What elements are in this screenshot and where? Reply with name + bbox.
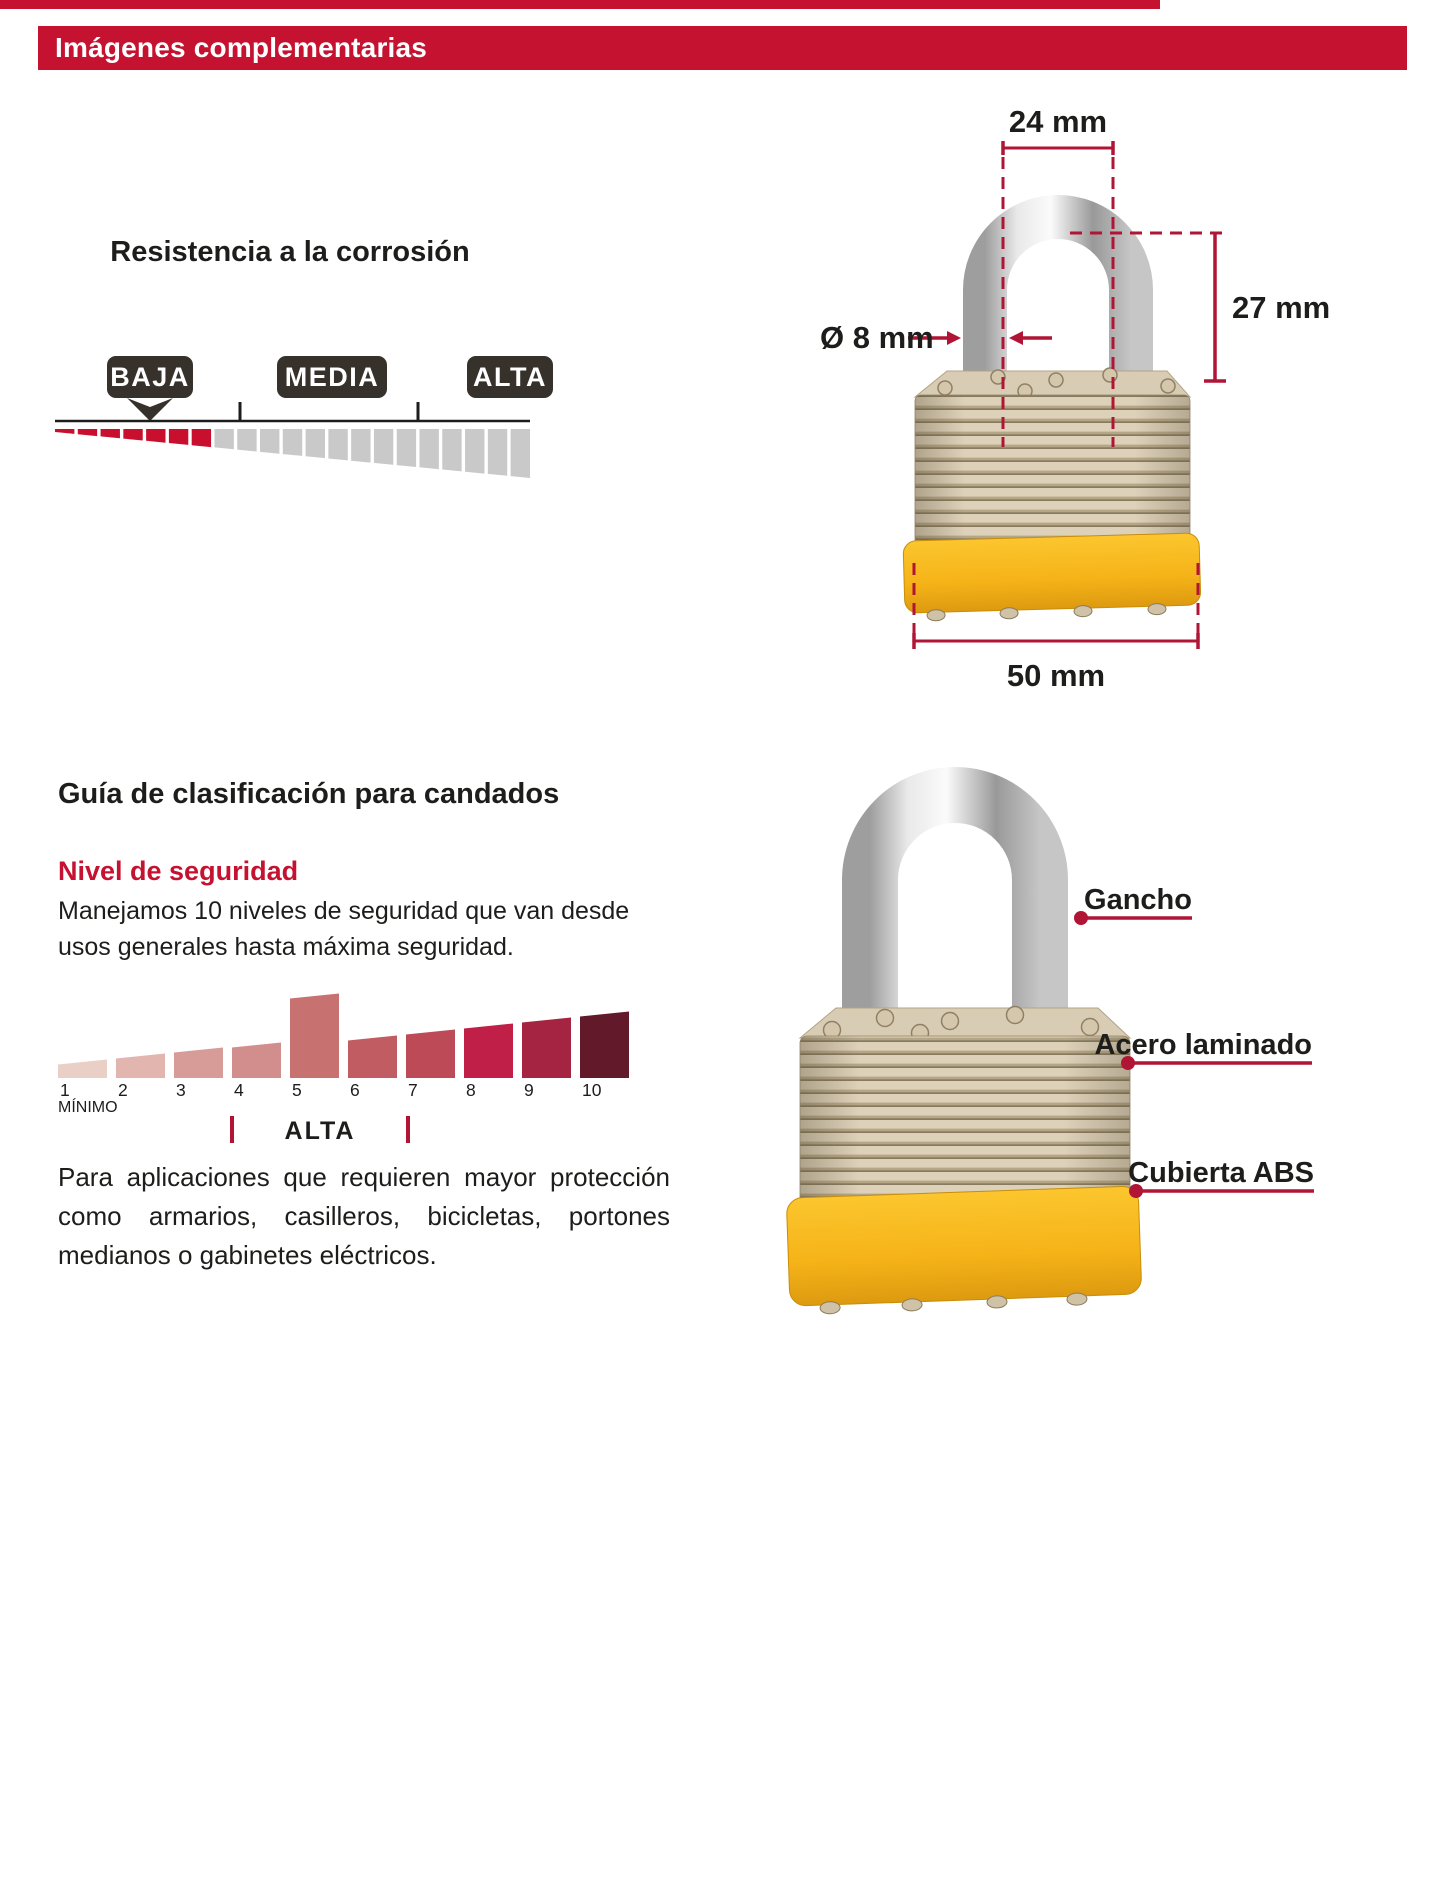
security-level-number: 7 bbox=[408, 1080, 418, 1100]
padlock-body-shading bbox=[915, 395, 1190, 557]
corrosion-segment bbox=[511, 429, 530, 478]
security-bar bbox=[464, 1024, 513, 1079]
security-bar bbox=[348, 1036, 397, 1079]
corrosion-level-alta-badge: ALTA bbox=[467, 356, 553, 398]
corrosion-segment bbox=[397, 429, 416, 467]
security-bar bbox=[232, 1043, 281, 1079]
corrosion-segment bbox=[442, 429, 461, 471]
corrosion-segment bbox=[101, 429, 120, 438]
arrow-left-icon bbox=[1009, 331, 1023, 345]
padlock-abs-bumper bbox=[903, 533, 1201, 622]
padlock-parts-diagram bbox=[620, 730, 1340, 1342]
corrosion-segment bbox=[374, 429, 393, 465]
dimension-label-diameter: Ø 8 mm bbox=[820, 320, 934, 355]
dimension-label-height: 27 mm bbox=[1232, 290, 1331, 325]
dimension-label-base: 50 mm bbox=[1006, 658, 1106, 693]
application-paragraph: Para aplicaciones que requieren mayor protección como armarios, casilleros, bicicletas, portones medianos o gabinetes eléctricos. bbox=[58, 1162, 670, 1270]
security-bar bbox=[58, 1060, 107, 1079]
security-bar bbox=[174, 1048, 223, 1079]
corrosion-segment bbox=[283, 429, 302, 456]
corrosion-segment bbox=[237, 429, 256, 452]
security-level-number: 5 bbox=[292, 1080, 302, 1100]
corrosion-wedge-segments bbox=[55, 429, 530, 478]
alta-range-label: ALTA bbox=[284, 1117, 356, 1145]
security-level-chart bbox=[0, 955, 700, 1125]
corrosion-segment bbox=[214, 429, 233, 449]
arrow-right-icon bbox=[947, 331, 961, 345]
security-bar bbox=[522, 1018, 571, 1079]
security-level-number: 4 bbox=[234, 1080, 244, 1100]
minimum-label: MÍNIMO bbox=[58, 1099, 118, 1116]
security-level-number: 6 bbox=[350, 1080, 360, 1100]
security-level-number: 2 bbox=[118, 1080, 128, 1100]
corrosion-segment bbox=[169, 429, 188, 445]
classification-heading: Guía de clasificación para candados bbox=[58, 778, 560, 810]
callout-label-acero-laminado: Acero laminado bbox=[1094, 1029, 1312, 1061]
security-bar bbox=[406, 1030, 455, 1079]
corrosion-segment bbox=[260, 429, 279, 454]
security-level-number: 8 bbox=[466, 1080, 476, 1100]
corrosion-segment bbox=[123, 429, 142, 441]
corrosion-level-baja-badge: BAJA bbox=[107, 356, 193, 398]
padlock-dimension-diagram bbox=[740, 85, 1360, 705]
corrosion-segment bbox=[419, 429, 438, 469]
corrosion-segment bbox=[146, 429, 165, 443]
page-top-rule bbox=[0, 0, 1160, 9]
corrosion-scale-chart bbox=[0, 393, 620, 493]
corrosion-segment bbox=[192, 429, 211, 447]
security-bar bbox=[290, 994, 339, 1079]
corrosion-segment bbox=[351, 429, 370, 463]
corrosion-segment bbox=[488, 429, 507, 476]
padlock-abs-bumper bbox=[786, 1186, 1142, 1315]
security-level-number: 3 bbox=[176, 1080, 186, 1100]
security-level-description: Manejamos 10 niveles de seguridad que van desde usos generales hasta máxima seguridad. bbox=[58, 897, 630, 961]
corrosion-segment bbox=[55, 429, 74, 434]
callout-label-cubierta-abs: Cubierta ABS bbox=[1128, 1157, 1314, 1189]
dimension-label-width: 24 mm bbox=[1008, 104, 1108, 139]
security-level-number: 10 bbox=[582, 1080, 602, 1100]
security-level-number: 1 bbox=[60, 1080, 70, 1100]
corrosion-segment bbox=[328, 429, 347, 460]
corrosion-level-media-badge: MEDIA bbox=[277, 356, 387, 398]
corrosion-segment bbox=[306, 429, 325, 458]
section-banner bbox=[38, 26, 1407, 70]
corrosion-segment bbox=[78, 429, 97, 436]
security-level-subheading: Nivel de seguridad bbox=[58, 856, 299, 886]
section-banner-title: Imágenes complementarias bbox=[55, 32, 428, 63]
security-level-number: 9 bbox=[524, 1080, 534, 1100]
selected-level-arrow-icon bbox=[127, 398, 173, 421]
security-level-bars bbox=[58, 994, 629, 1101]
padlock-body-top-face bbox=[800, 1008, 1130, 1038]
corrosion-segment bbox=[465, 429, 484, 474]
callout-label-gancho: Gancho bbox=[1084, 884, 1192, 916]
security-bar bbox=[116, 1054, 165, 1079]
corrosion-title: Resistencia a la corrosión bbox=[110, 236, 470, 268]
